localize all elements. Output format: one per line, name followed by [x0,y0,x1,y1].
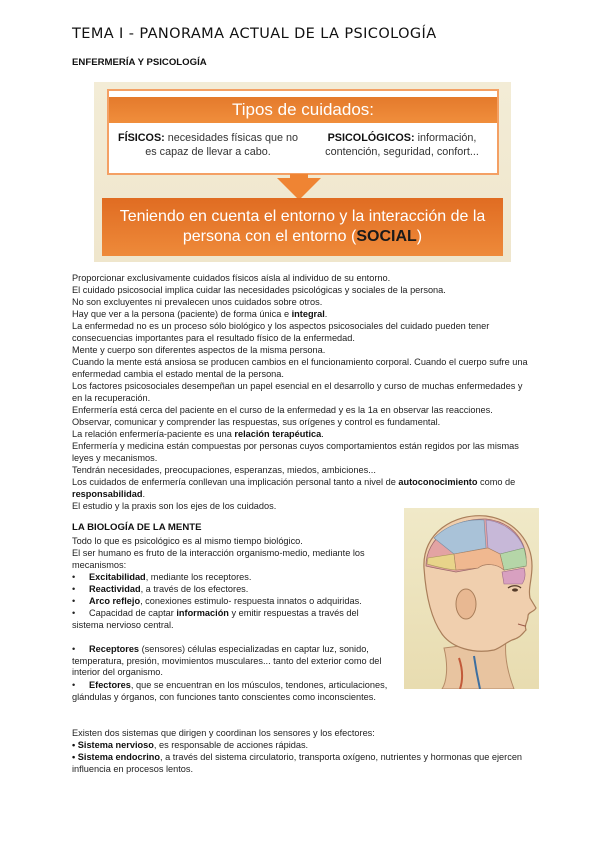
text: La relación enfermería-paciente es una [72,429,235,439]
paragraph: Observar, comunicar y comprender las respuestas, sus orígenes y control es fundamental. [72,417,441,427]
text: . [321,429,324,439]
mechanism-item [72,596,392,608]
text: , mediante los receptores. [145,572,252,582]
paragraph: Mente y cuerpo son diferentes aspectos de la misma persona. [72,345,326,355]
phrenology-head-image [404,508,539,689]
text: como de [477,477,516,487]
paragraph: El ser humano es fruto de la interacción organismo-medio, mediante los mecanismos: [72,548,365,570]
paragraph: Tendrán necesidades, preocupaciones, esperanzas, miedos, ambiciones... [72,465,376,475]
psych-label: PSICOLÓGICOS: [327,132,415,144]
text: y emitir respuestas a través del sistema nervioso central. [72,608,359,630]
social-box [102,198,503,256]
physical-label: FÍSICOS: [117,132,165,144]
physical-care [115,131,301,159]
paragraph [72,309,532,321]
paragraph: Los factores psicosociales desempeñan un papel esencial en el desarrollo y curso de muchas enfermedades y en la recuperación. [72,381,523,403]
paragraph: El cuidado psicosocial implica cuidar las necesidades psicológicas y sociales de la persona. [72,285,446,295]
bold-text: Receptores [89,644,140,654]
bold-text: responsabilidad [72,488,143,499]
physical-text: necesidades físicas que no es capaz de llevar a cabo. [145,132,299,158]
care-types-header: Tipos de cuidados: [109,97,497,123]
paragraph: El estudio y la praxis son los ejes de los cuidados. [72,501,277,511]
psych-text: información, contención, seguridad, confort... [325,132,479,158]
section-heading: ENFERMERÍA Y PSICOLOGÍA [72,57,207,68]
psychological-care [309,131,495,159]
bold-text: Reactividad [89,584,141,594]
text: , que se encuentran en los músculos, tendones, articulaciones, glándulas y órganos, con funciones tanto conscientes como inconscientes. [72,680,388,702]
bold-text: relación terapéutica [234,429,322,439]
bold-text: • Sistema nervioso [72,740,154,750]
text: Capacidad de captar [89,608,177,618]
bold-text: Arco reflejo [89,596,141,606]
down-arrow-icon [277,178,321,200]
system-item [72,752,532,775]
paragraph: Todo lo que es psicológico es al mismo tiempo biológico. [72,536,303,546]
paragraph: Enfermería está cerca del paciente en el curso de la enfermedad y es la 1a en observar las reacciones. [72,405,493,415]
social-word: SOCIAL [356,228,417,245]
paragraph: La enfermedad no es un proceso sólo biológico y los aspectos psicosociales del cuidado pueden tener consecuencias importantes para el resultado físico de la enfermedad. [72,321,490,343]
effector-item [72,680,392,703]
social-close: ) [416,228,423,245]
paragraph: Cuando la mente está ansiosa se producen cambios en el funcionamiento corporal. Cuando el cuerpo sufre una enfermedad cambia el estado mental de la persona. [72,357,528,379]
paragraph [72,477,532,500]
bold-text: información [176,608,229,618]
text: , es responsable de acciones rápidas. [153,740,309,750]
bold-text: Excitabilidad [89,572,146,582]
mechanism-item [72,584,392,596]
text: Los cuidados de enfermería conllevan una implicación personal tanto a nivel de [72,477,399,487]
paragraph: No son excluyentes ni prevalecen unos cuidados sobre otros. [72,297,323,307]
text: Hay que ver a la persona (paciente) de forma única e [72,309,292,319]
text: , a través de los efectores. [140,584,249,594]
social-box-text: Teniendo en cuenta el entorno y la interacción de la persona con el entorno ( [119,208,486,245]
paragraph: Enfermería y medicina están compuestas por personas cuyos comportamientos están regidos por las mismas leyes y mecanismos. [72,441,519,463]
paragraph [72,429,532,441]
text: . [324,309,328,319]
mechanism-item [72,572,392,584]
text: (sensores) células especializadas en captar luz, sonido, temperatura, presión, movimientos musculares... tanto del exterior como del interior del organismo. [72,644,382,678]
system-item [72,740,532,752]
paragraph: Existen dos sistemas que dirigen y coordinan los sensores y los efectores: [72,728,375,738]
phrenology-head-illustration [404,508,539,689]
mechanism-item [72,608,392,631]
bold-text: • Sistema endocrino [72,752,160,762]
text: , conexiones estimulo- respuesta innatos o adquiridas. [140,596,362,606]
care-types-box [107,89,499,175]
biology-heading: LA BIOLOGÍA DE LA MENTE [72,522,202,533]
receptor-item [72,644,392,679]
text: . [142,488,146,499]
care-types-infographic [94,82,511,262]
text: , a través del sistema circulatorio, transporta oxígeno, nutrientes y hormonas que ejercen influencia en procesos lentos. [72,752,523,774]
paragraph: Proporcionar exclusivamente cuidados físicos aísla al individuo de su entorno. [72,273,391,283]
bold-text: Efectores [89,680,131,690]
document-title: TEMA I - PANORAMA ACTUAL DE LA PSICOLOGÍA [72,26,437,42]
bold-text: integral [291,309,325,319]
bold-text: autoconocimiento [398,477,478,487]
